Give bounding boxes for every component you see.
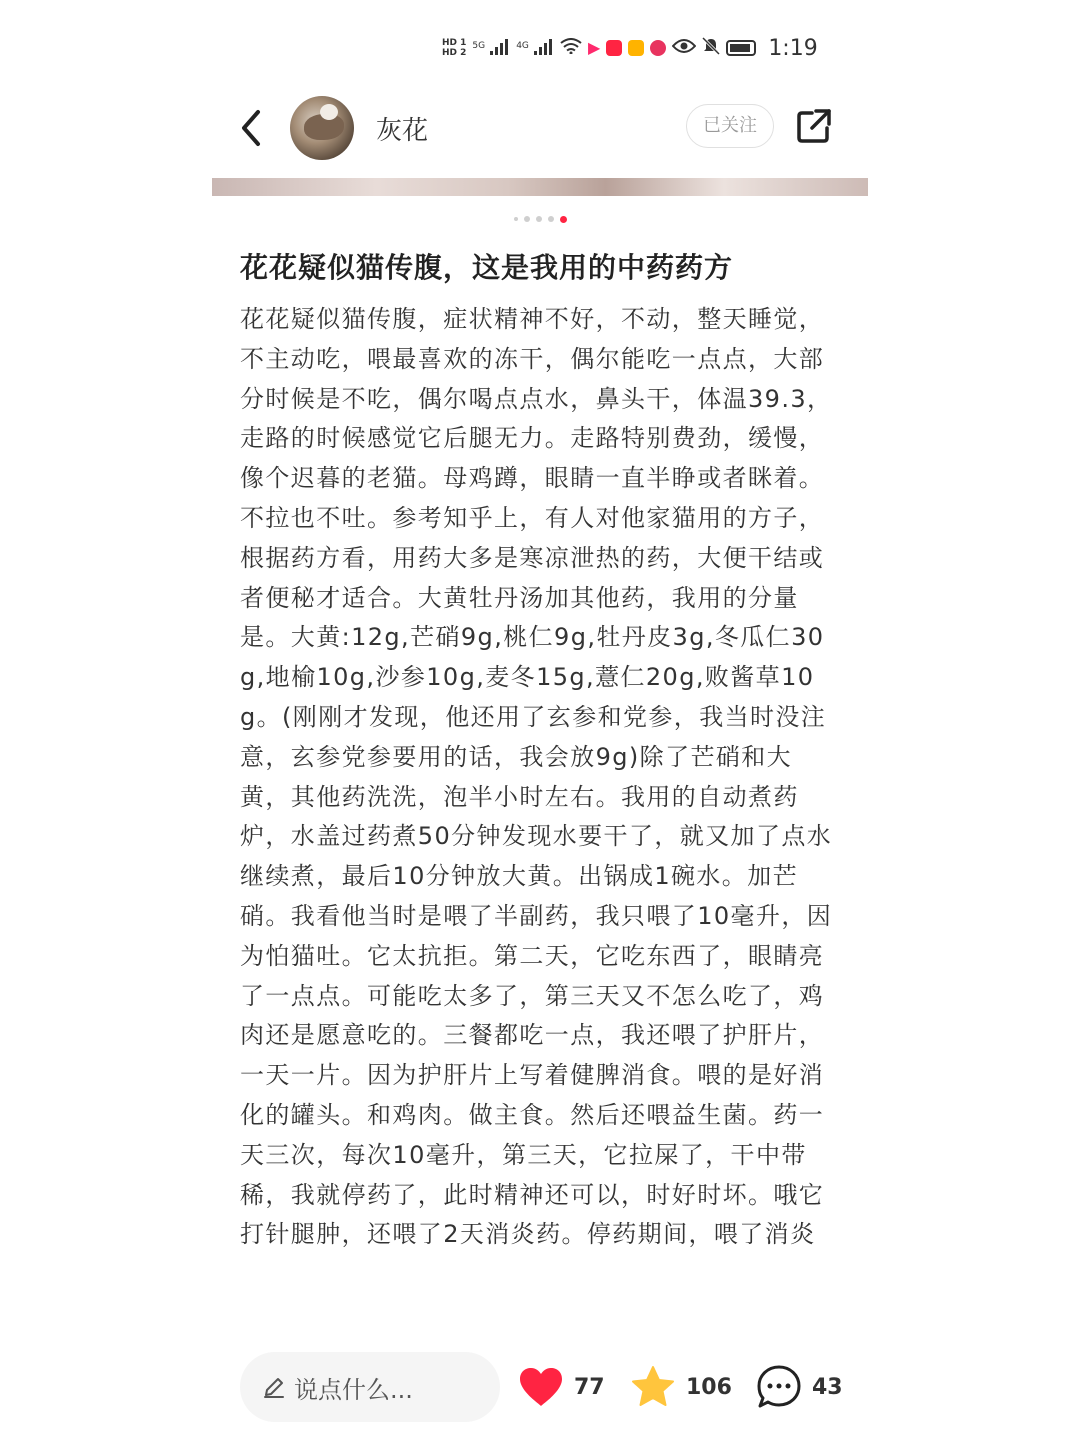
- signal-5g-icon: [472, 36, 510, 59]
- post-body: 花花疑似猫传腹，症状精神不好，不动，整天睡觉，不主动吃，喂最喜欢的冻干，偶尔能吃一点点，大部分时候是不吃，偶尔喝点点水，鼻头干，体温39.3，走路的时候感觉它后腿无力。走路特别费劲，缓慢，像个迟暮的老猫。母鸡蹲，眼睛一直半睁或者眯着。不拉也不吐。参考知乎上，有人对他家猫用的方子，根据药方看，用药大多是寒凉泄热的药，大便干结或者便秘才适合。大黄牡丹汤加其他药，我用的分量是。大黄:12g,芒硝9g,桃仁9g,牡丹皮3g,冬瓜仁30g,地榆10g,沙参10g,麦冬15g,薏仁20g,败酱草10g。(刚刚才发现，他还用了玄参和党参，我当时没注意，玄参党参要用的话，我会放9g)除了芒硝和大黄，其他药洗洗，泡半小时左右。我用的自动煮药炉，水盖过药煮50分钟发现水要干了，就又加了点水继续煮，最后10分钟放大黄。出锅成1碗水。加芒硝。我看他当时是喂了半副药，我只喂了10毫升，因为怕猫吐。它太抗拒。第二天，它吃东西了，眼睛亮了一点点。可能吃太多了，第三天又不怎么吃了，鸡肉还是愿意吃的。三餐都吃一点，我还喂了护肝片，一天一片。因为护肝片上写着健脾消食。喂的是好消化的罐头。和鸡肉。做主食。然后还喂益生菌。药一天三次，每次10毫升，第三天，它拉屎了，干中带稀，我就停药了，此时精神还可以，时好时坏。哦它打针腿肿，还喂了2天消炎药。停药期间，喂了消炎: [240, 305, 833, 1249]
- hd1-label: HD 1: [442, 38, 467, 48]
- comment-input[interactable]: [240, 1352, 500, 1422]
- battery-icon: [726, 40, 756, 56]
- follow-button[interactable]: 已关注: [686, 104, 774, 148]
- heart-icon: [518, 1366, 564, 1408]
- hd-indicator: [442, 38, 466, 58]
- post-header: [212, 92, 868, 164]
- share-icon: [796, 108, 832, 144]
- signal-4g-icon: [516, 36, 554, 59]
- hd2-label: HD 2: [442, 48, 467, 58]
- share-button[interactable]: [796, 108, 832, 144]
- red-app-icon: [606, 40, 622, 56]
- post-title: 花花疑似猫传腹，这是我用的中药药方: [240, 251, 734, 284]
- username[interactable]: 灰花: [376, 116, 429, 146]
- avatar[interactable]: [290, 96, 354, 160]
- star-count: 106: [686, 1374, 732, 1400]
- comment-placeholder: 说点什么...: [294, 1375, 413, 1404]
- pencil-icon: [262, 1375, 286, 1399]
- like-count: 77: [574, 1374, 605, 1400]
- carousel-dot: [514, 217, 518, 221]
- phone-screen: [212, 0, 868, 1439]
- like-button[interactable]: [518, 1362, 605, 1412]
- carousel-dot: [536, 216, 542, 222]
- mute-icon: [702, 37, 720, 60]
- wifi-icon: [560, 38, 582, 59]
- signal1-label: 5G: [472, 41, 486, 52]
- post-image-carousel[interactable]: [212, 178, 868, 196]
- comment-button[interactable]: [756, 1362, 843, 1412]
- pink-app-icon: [650, 40, 666, 56]
- back-button[interactable]: [236, 108, 266, 148]
- carousel-dot: [548, 216, 554, 222]
- eye-icon: [672, 38, 696, 59]
- comment-bubble-icon: [756, 1364, 802, 1410]
- status-time: 1:19: [768, 35, 818, 61]
- signal2-label: 4G: [516, 41, 529, 52]
- yellow-app-icon: [628, 40, 644, 56]
- star-button[interactable]: [630, 1362, 732, 1412]
- play-app-icon: ▶: [588, 38, 601, 57]
- comment-count: 43: [812, 1374, 843, 1400]
- carousel-dot: [524, 216, 530, 222]
- bottom-action-bar: [212, 1352, 868, 1422]
- star-icon: [630, 1365, 676, 1409]
- status-bar: [442, 28, 842, 68]
- carousel-dot-active: [560, 216, 567, 223]
- chevron-left-icon: [236, 108, 266, 148]
- carousel-dots: [212, 214, 868, 224]
